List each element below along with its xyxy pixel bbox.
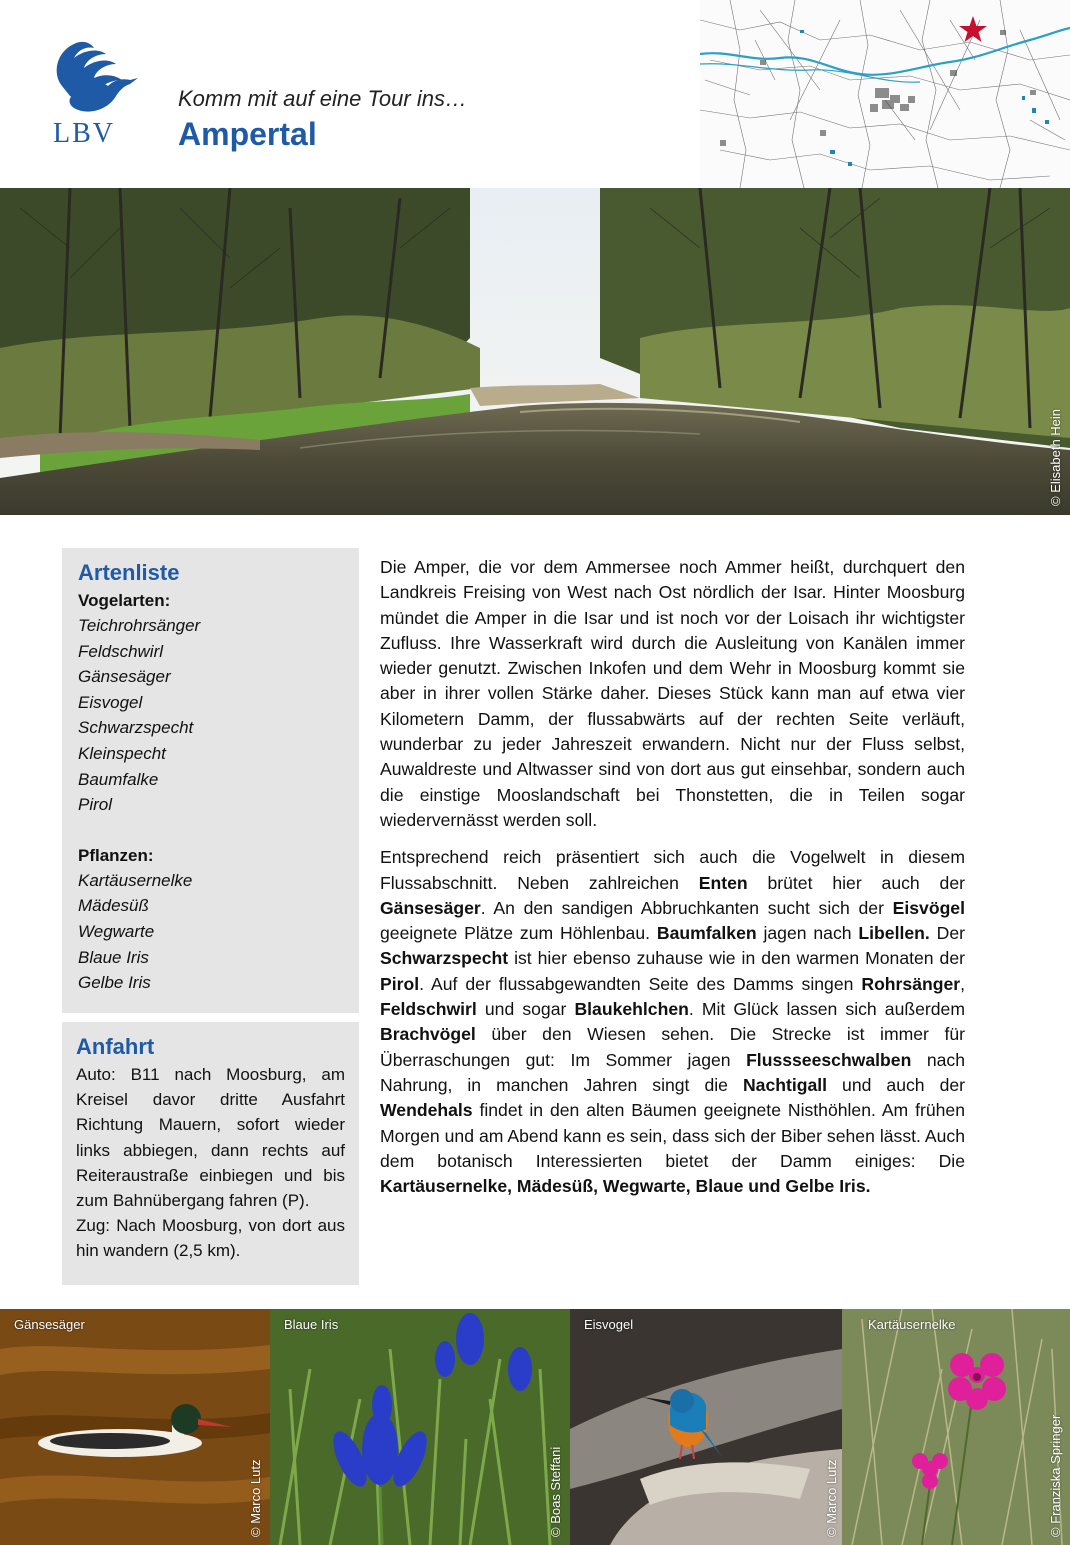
directions-box	[62, 1022, 359, 1285]
bird-item: Eisvogel	[78, 692, 143, 712]
route-map	[700, 0, 1070, 188]
bird-item: Teichrohrsänger	[78, 616, 201, 635]
photo-kartaeusernelke	[842, 1309, 1070, 1545]
bird-item: Pirol	[78, 795, 113, 815]
plant-item: Kartäusernelke	[78, 870, 193, 890]
photo-credit: © Franziska Springer	[1048, 1414, 1063, 1537]
directions-title: Anfahrt	[76, 1034, 155, 1059]
photo-blaue-iris	[270, 1309, 570, 1545]
plants-heading: Pflanzen:	[78, 845, 154, 865]
bird-item: Kleinspecht	[78, 743, 166, 763]
photo-label: Kartäusernelke	[868, 1317, 956, 1332]
photo-label: Blaue Iris	[284, 1317, 339, 1332]
main-article	[380, 555, 965, 1199]
blue-iris-image	[270, 1309, 570, 1545]
tagline: Komm mit auf eine Tour ins…	[178, 86, 467, 111]
birds-heading: Vogelarten:	[78, 591, 171, 610]
kingfisher-image	[570, 1309, 842, 1545]
page-title: Ampertal	[178, 116, 317, 152]
bird-item: Feldschwirl	[78, 641, 164, 661]
photo-credit: © Marco Lutz	[248, 1459, 263, 1537]
hero-photo-credit: © Elisabeth Hein	[1048, 408, 1063, 506]
bird-item: Gänsesäger	[78, 667, 171, 687]
photo-eisvogel	[570, 1309, 842, 1545]
merganser-image	[0, 1309, 270, 1545]
article-paragraph-1: Die Amper, die vor dem Ammersee noch Ammer heißt, durchquert den Landkreis Freising von West nach Ost nördlich der Isar. Hinter Moosburg mündet die Amper in die Isar und ist noch vor der Loisach ihr wichtigster Zufluss. Ihre Wasserkraft wird durch die Ausleitung von Kanälen immer wieder genutzt. Zwischen Inkofen und dem Wehr in Moosburg kommt sie aber in ihrer vollen Stärke daher. Dieses Stück kann man auf etwa vier Kilometern Damm, der flussabwärts auf der rechten Seite verläuft, wunderbar zu jeder Jahreszeit erwandern. Nicht nur der Fluss selbst, Auwaldreste und Altwasser sind von dort aus gut einsehbar, sondern auch die einstige Mooslandschaft bei Thonstetten, die in Teilen sogar wiedervernässt werden soll.	[380, 557, 965, 830]
species-list-title: Artenliste	[78, 560, 180, 585]
bird-item: Baumfalke	[78, 769, 159, 789]
plant-item: Gelbe Iris	[78, 973, 151, 993]
photo-credit: © Marco Lutz	[824, 1459, 839, 1537]
species-list-box	[62, 548, 359, 1013]
photo-label: Eisvogel	[584, 1317, 634, 1332]
photo-credit: © Boas Steffani	[548, 1446, 563, 1537]
plant-item: Mädesüß	[78, 896, 149, 916]
plant-item: Blaue Iris	[78, 947, 149, 967]
bird-item: Schwarzspecht	[78, 718, 194, 738]
photo-label: Gänsesäger	[14, 1317, 85, 1332]
hero-photo	[0, 188, 1070, 515]
photo-gaensesaeger	[0, 1309, 270, 1545]
carthusian-pink-image	[842, 1309, 1070, 1545]
logo-text: LBV	[53, 118, 115, 149]
directions-car: Auto: B11 nach Moosburg, am Kreisel davor dritte Ausfahrt Richtung Mauern, sofort wieder links abbiegen, dann rechts auf Reiteraustraße einbiegen und bis zum Bahnübergang fahren (P).	[76, 1065, 345, 1211]
plant-item: Wegwarte	[78, 921, 155, 941]
article-paragraph-2: Entsprechend reich präsentiert sich auch die Vogelwelt in diesem Flussabschnitt. Neben zahlreichen Enten brütet hier auch der Gänsesäger. An den sandigen Abbruchkanten sucht sich der Eisvögel geeignete Plätze zum Höhlenbau. Baumfalken jagen nach Libellen. Der Schwarzspecht ist hier ebenso zuhause wie in den warmen Monaten der Pirol. Auf der flussabgewandten Seite des Damms singen Rohrsänger, Feldschwirl und sogar Blaukehlchen. Mit Glück lassen sich außerdem Brachvögel über den Wiesen sehen. Die Strecke ist immer für Überraschungen gut: Im Sommer jagen Flussseeschwalben nach Nahrung, in manchen Jahren singt die Nachtigall und auch der Wendehals findet in den alten Bäumen geeignete Nisthöhlen. Am frühen Morgen und am Abend kann es sein, dass sich der Biber sehen lässt. Auch dem botanisch Interessierten bietet der Damm einiges: Die Kartäusernelke, Mädesüß, Wegwarte, Blaue und Gelbe Iris.	[380, 847, 965, 1197]
directions-train: Zug: Nach Moosburg, von dort aus hin wandern (2,5 km).	[76, 1216, 345, 1261]
river-landscape-image	[0, 188, 1070, 515]
